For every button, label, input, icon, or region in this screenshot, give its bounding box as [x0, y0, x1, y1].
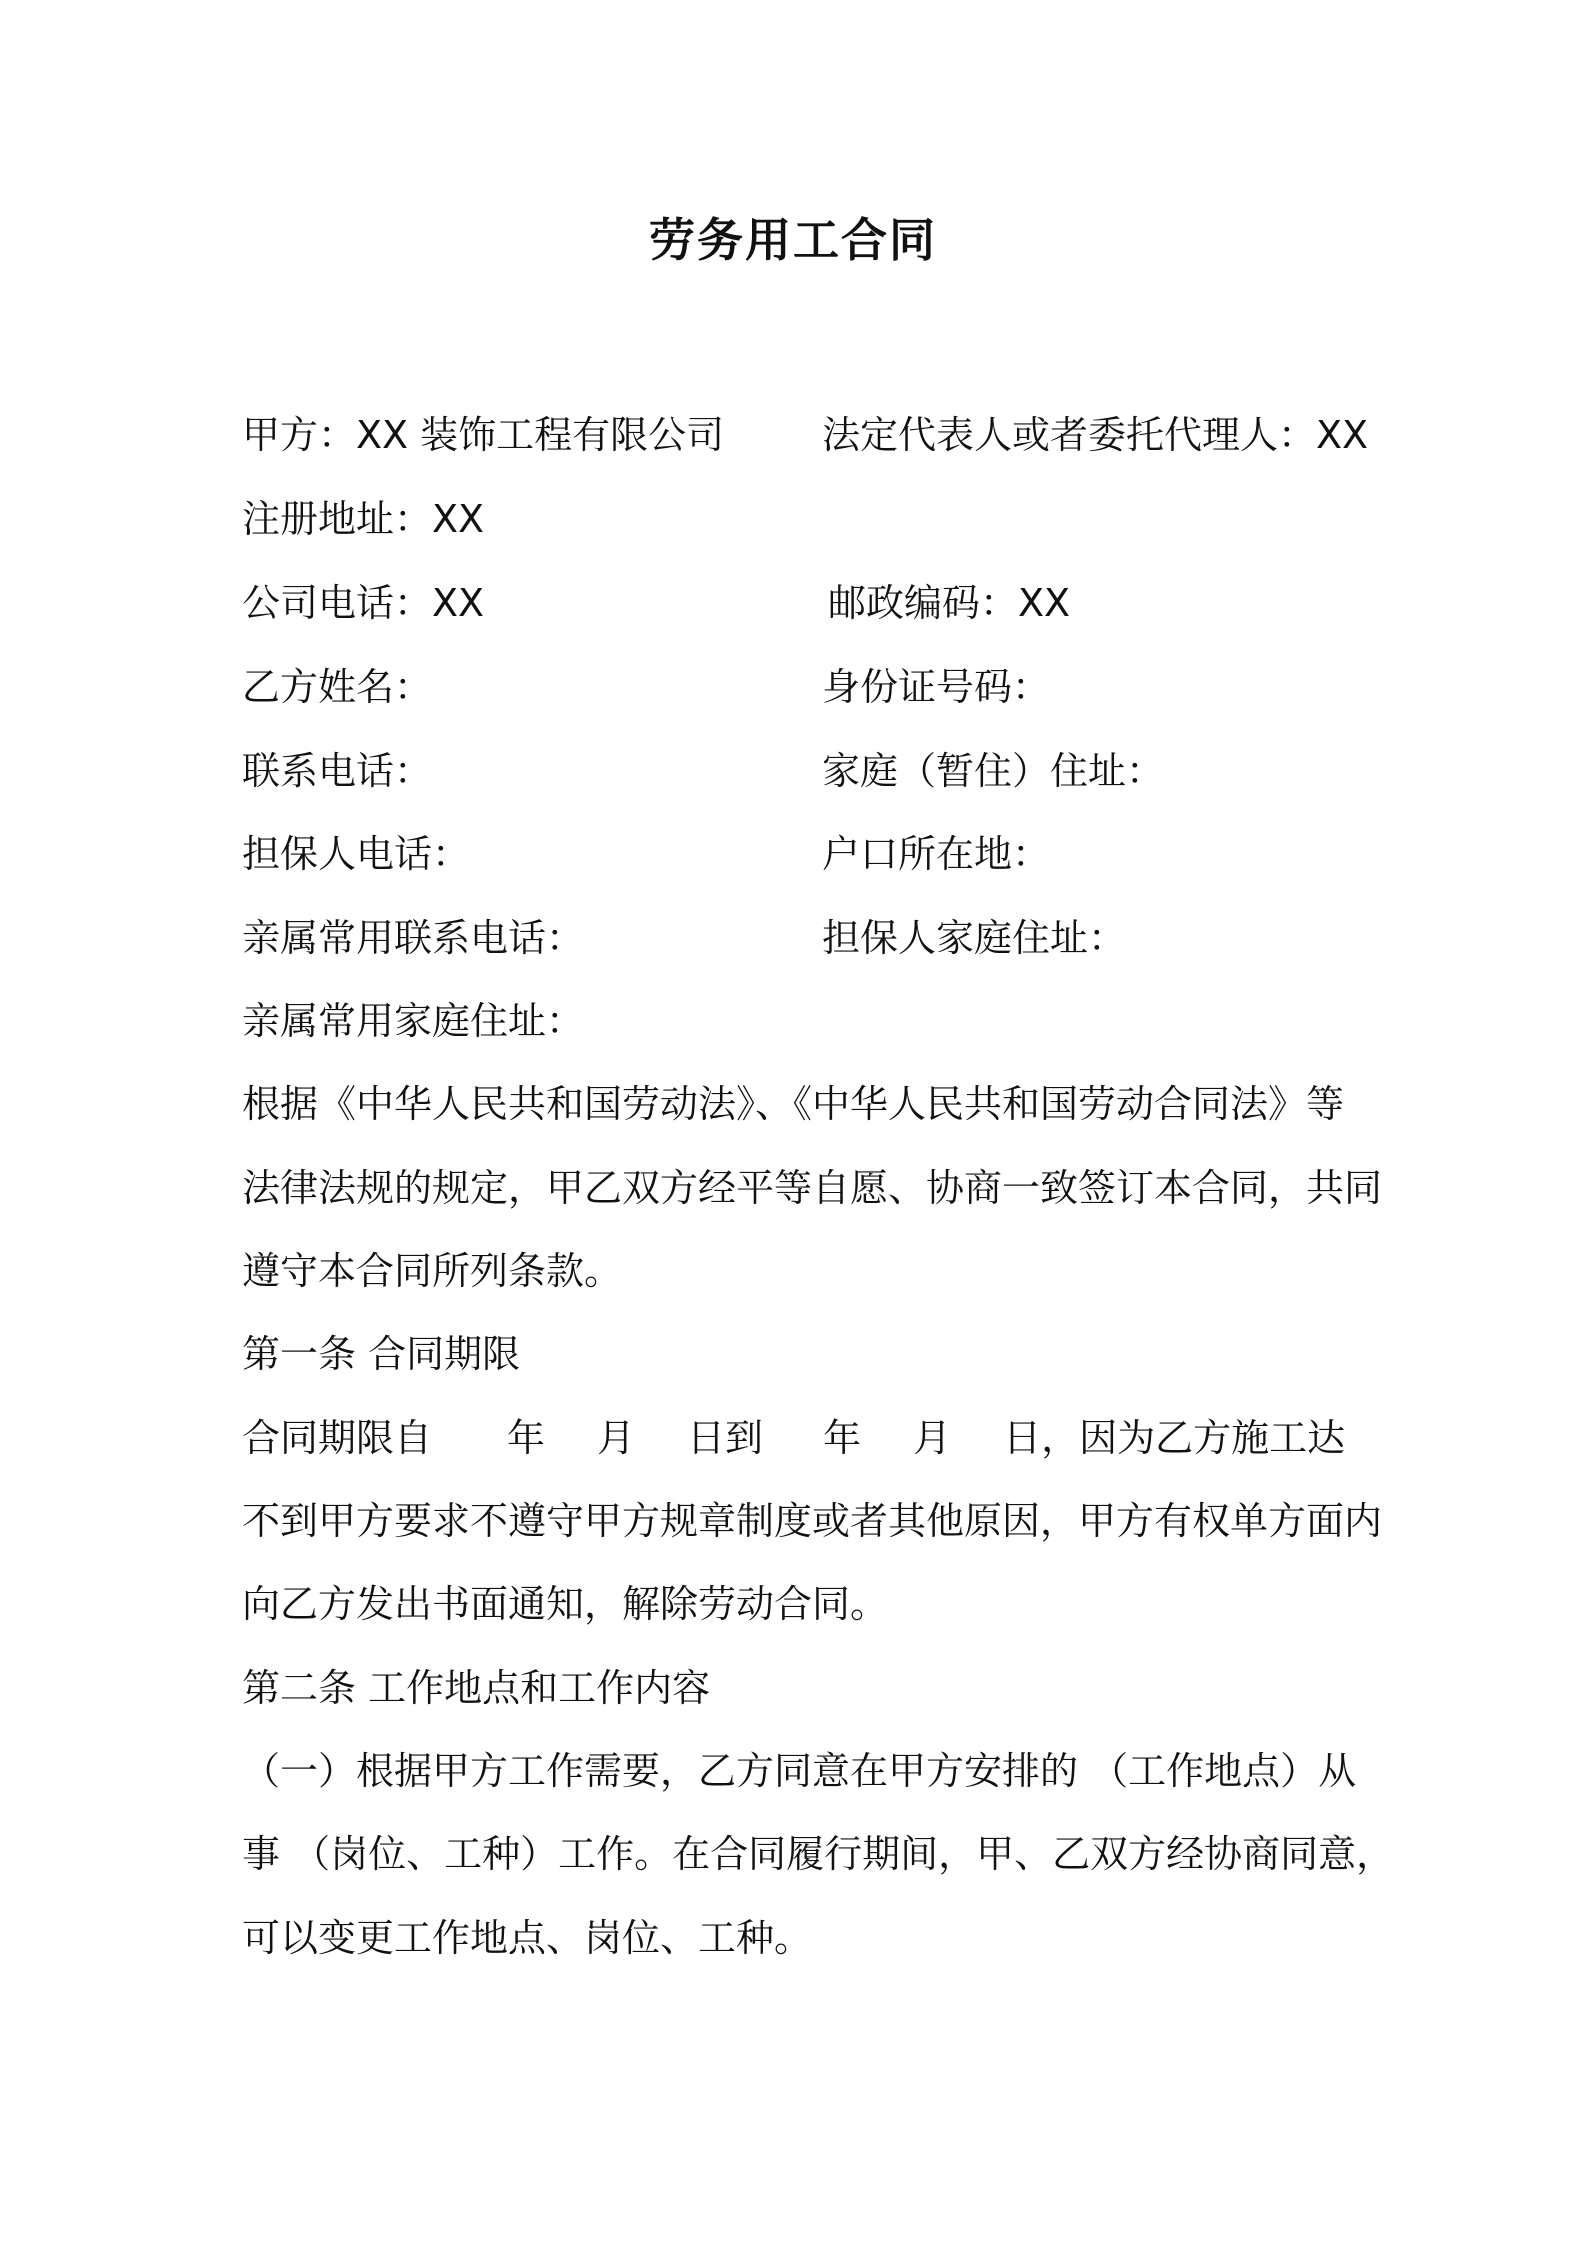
- postal-code: 邮政编码：XX: [828, 581, 1071, 625]
- article-2-line-3: 可以变更工作地点、岗位、工种。: [242, 1916, 813, 1960]
- article-2-line-1: （一）根据甲方工作需要，乙方同意在甲方安排的 （工作地点）从: [242, 1749, 1357, 1793]
- legal-representative: 法定代表人或者委托代理人：XX: [822, 413, 1369, 457]
- id-number: 身份证号码：: [822, 665, 1051, 709]
- party-a: 甲方：XX 装饰工程有限公司: [242, 413, 725, 457]
- term-year-end: 年: [823, 1416, 862, 1460]
- hukou-location: 户口所在地：: [822, 832, 1051, 876]
- term-day-start: 日到: [687, 1416, 764, 1460]
- preamble-line-1: 根据《中华人民共和国劳动法》、《中华人民共和国劳动合同法》等: [242, 1082, 1345, 1126]
- term-year-start: 年: [507, 1416, 546, 1460]
- party-b-name: 乙方姓名：: [242, 665, 433, 709]
- contact-phone: 联系电话：: [242, 749, 433, 793]
- document-title: 劳务用工合同: [649, 213, 937, 267]
- guarantor-address: 担保人家庭住址：: [822, 916, 1127, 960]
- term-day-end: 日，因为乙方施工达: [1003, 1416, 1346, 1460]
- preamble-line-3: 遵守本合同所列条款。: [242, 1249, 623, 1293]
- term-month-end: 月: [913, 1416, 952, 1460]
- article-1-heading: 第一条 合同期限: [242, 1332, 521, 1376]
- relative-address: 亲属常用家庭住址：: [242, 999, 585, 1043]
- term-prefix: 合同期限自: [242, 1416, 433, 1460]
- home-address: 家庭（暂住）住址：: [822, 749, 1165, 793]
- article-1-line-2: 向乙方发出书面通知，解除劳动合同。: [242, 1582, 889, 1626]
- registered-address: 注册地址：XX: [242, 497, 485, 541]
- contract-term-line: [242, 1410, 1345, 1466]
- article-2-heading: 第二条 工作地点和工作内容: [242, 1666, 711, 1710]
- term-month-start: 月: [597, 1416, 636, 1460]
- article-1-line-1: 不到甲方要求不遵守甲方规章制度或者其他原因，甲方有权单方面内: [242, 1499, 1383, 1543]
- article-2-line-2: 事 （岗位、工种）工作。在合同履行期间，甲、乙双方经协商同意，: [242, 1832, 1395, 1876]
- company-phone: 公司电话：XX: [242, 581, 485, 625]
- guarantor-phone: 担保人电话：: [242, 832, 471, 876]
- relative-phone: 亲属常用联系电话：: [242, 916, 585, 960]
- preamble-line-2: 法律法规的规定，甲乙双方经平等自愿、协商一致签订本合同，共同: [242, 1166, 1383, 1210]
